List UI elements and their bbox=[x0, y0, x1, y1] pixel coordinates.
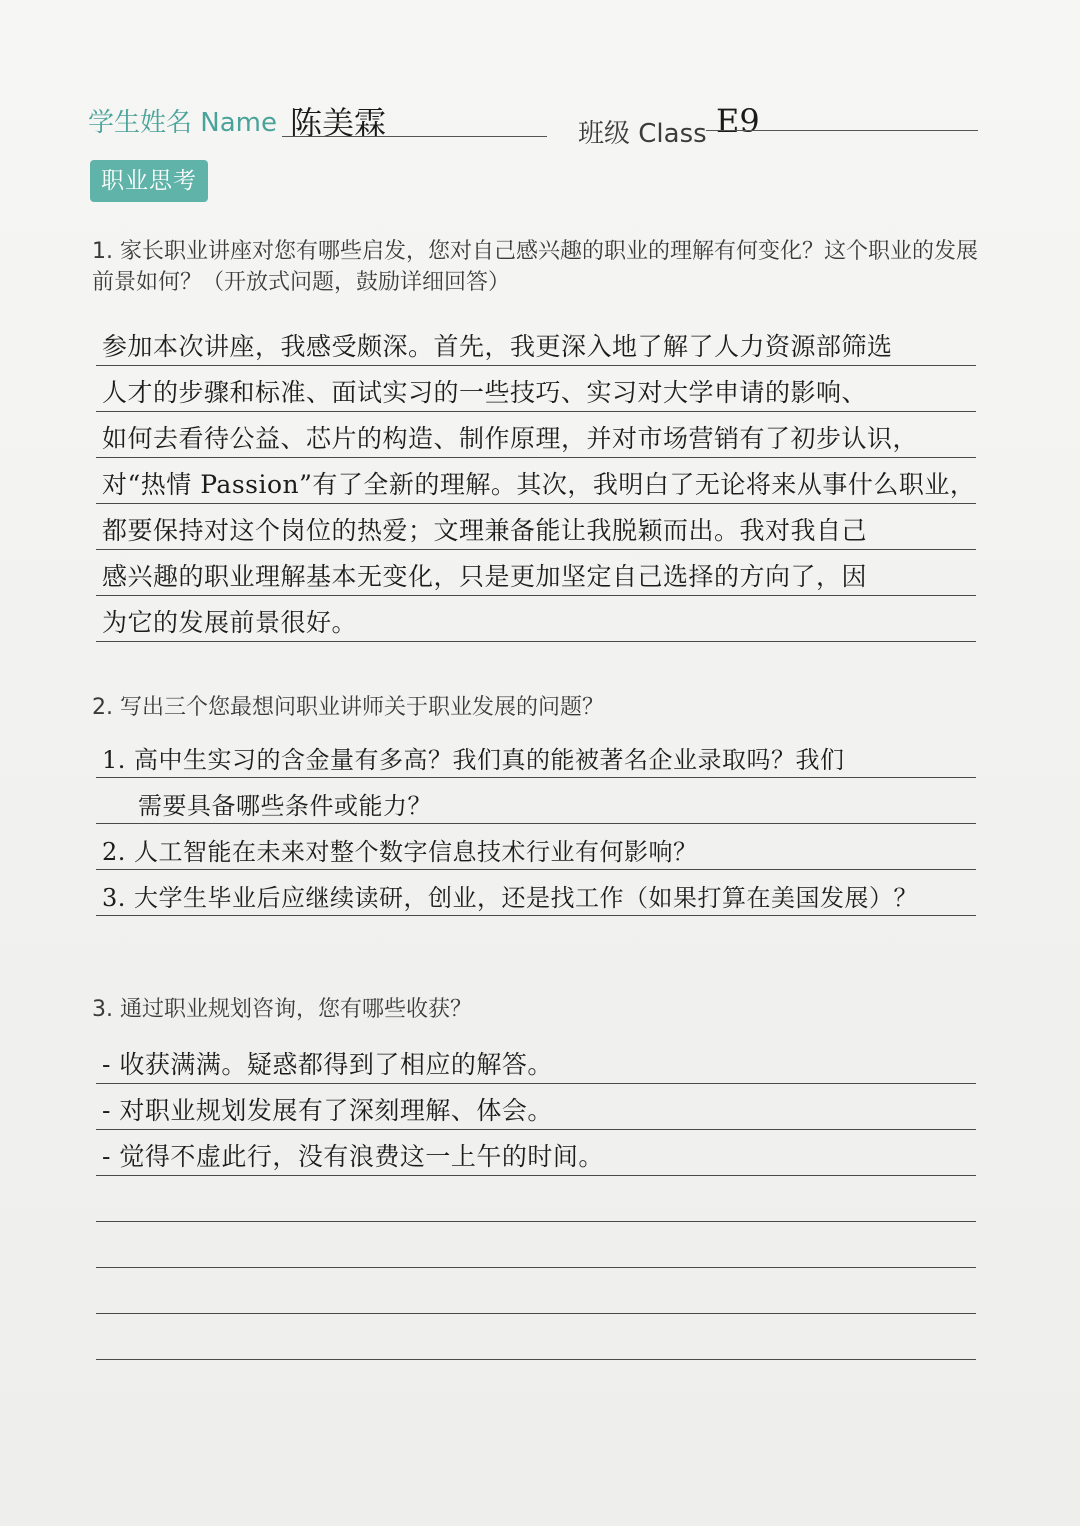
answer-line: 需要具备哪些条件或能力？ bbox=[96, 778, 976, 824]
section-tag: 职业思考 bbox=[90, 160, 208, 202]
answer-line: - 收获满满。疑惑都得到了相应的解答。 bbox=[96, 1038, 976, 1084]
answer-line: 为它的发展前景很好。 bbox=[96, 596, 976, 642]
answer-line: - 对职业规划发展有了深刻理解、体会。 bbox=[96, 1084, 976, 1130]
answer-line: 2. 人工智能在未来对整个数字信息技术行业有何影响？ bbox=[96, 824, 976, 870]
question-1: 1. 家长职业讲座对您有哪些启发，您对自己感兴趣的职业的理解有何变化？这个职业的发展前景如何？（开放式问题，鼓励详细回答） bbox=[92, 239, 978, 295]
answer-line: 人才的步骤和标准、面试实习的一些技巧、实习对大学申请的影响、 bbox=[96, 366, 976, 412]
answer-line bbox=[96, 1222, 976, 1268]
answer-line: 感兴趣的职业理解基本无变化，只是更加坚定自己选择的方向了，因 bbox=[96, 550, 976, 596]
name-label: 学生姓名 Name bbox=[88, 108, 277, 138]
answer-line: 参加本次讲座，我感受颇深。首先，我更深入地了解了人力资源部筛选 bbox=[96, 320, 976, 366]
answer-line: 对“热情 Passion”有了全新的理解。其次，我明白了无论将来从事什么职业， bbox=[96, 458, 976, 504]
answer-line bbox=[96, 1268, 976, 1314]
answer-line bbox=[96, 1176, 976, 1222]
name-underline bbox=[282, 136, 547, 137]
answer-2 bbox=[96, 732, 976, 916]
question-2: 2. 写出三个您最想问职业讲师关于职业发展的问题？ bbox=[92, 695, 604, 720]
answer-3 bbox=[96, 1038, 976, 1360]
class-value: E9 bbox=[716, 102, 760, 140]
answer-line: - 觉得不虚此行，没有浪费这一上午的时间。 bbox=[96, 1130, 976, 1176]
name-value: 陈美霖 bbox=[290, 104, 387, 142]
answer-line: 3. 大学生毕业后应继续读研，创业，还是找工作（如果打算在美国发展）？ bbox=[96, 870, 976, 916]
answer-line: 1. 高中生实习的含金量有多高？我们真的能被著名企业录取吗？我们 bbox=[96, 732, 976, 778]
answer-line: 都要保持对这个岗位的热爱；文理兼备能让我脱颖而出。我对我自己 bbox=[96, 504, 976, 550]
answer-line: 如何去看待公益、芯片的构造、制作原理，并对市场营销有了初步认识， bbox=[96, 412, 976, 458]
class-underline bbox=[706, 130, 978, 131]
answer-line bbox=[96, 1314, 976, 1360]
class-label: 班级 Class bbox=[578, 119, 707, 149]
answer-1 bbox=[96, 320, 976, 642]
question-3: 3. 通过职业规划咨询，您有哪些收获？ bbox=[92, 997, 472, 1022]
